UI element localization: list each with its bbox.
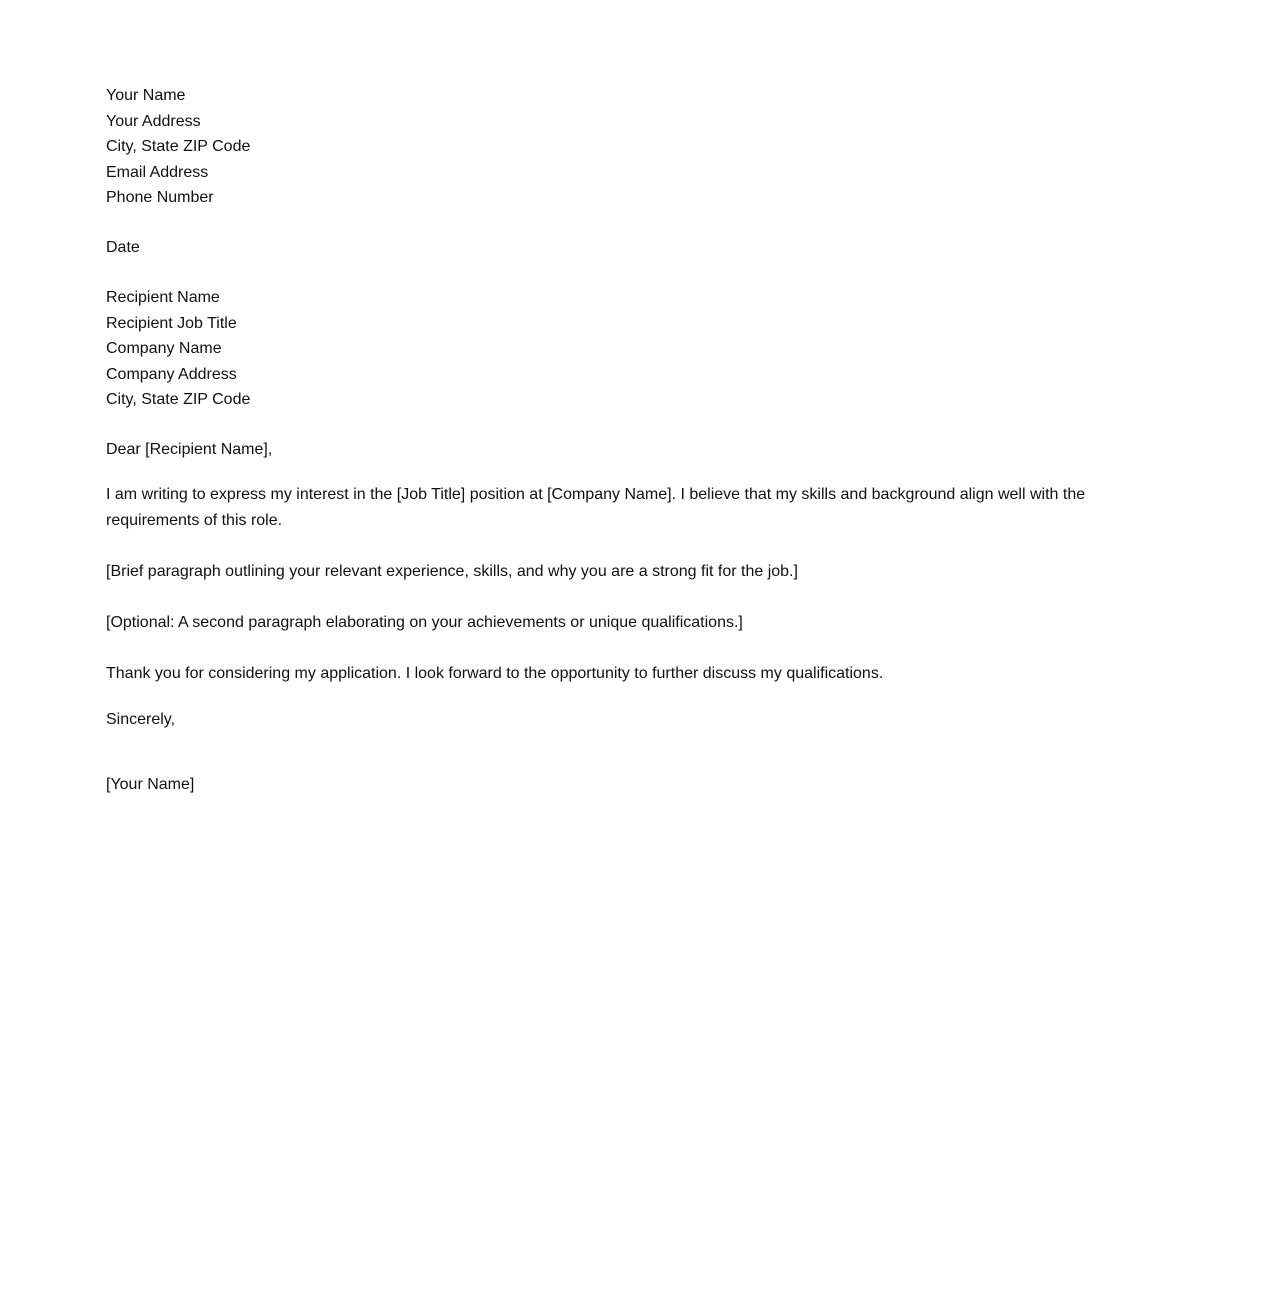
recipient-name: Recipient Name bbox=[106, 289, 220, 306]
company-city-state-zip: City, State ZIP Code bbox=[106, 391, 251, 408]
company-name: Company Name bbox=[106, 340, 222, 357]
sender-address: Your Address bbox=[106, 112, 201, 130]
recipient-job-title: Recipient Job Title bbox=[106, 314, 237, 332]
body-paragraph-optional: [Optional: A second paragraph elaborating on your achievements or unique qualifications.] bbox=[106, 614, 743, 631]
sender-address-block bbox=[106, 83, 250, 211]
company-address: Company Address bbox=[106, 365, 237, 383]
body-paragraph-intro: I am writing to express my interest in the [Job Title] position at [Company Name]. I believe that my skills and background align well with the requirements of this role. bbox=[106, 486, 1086, 529]
sender-phone: Phone Number bbox=[106, 189, 214, 206]
body-paragraph-thanks: Thank you for considering my application. I look forward to the opportunity to further discuss my qualifications. bbox=[106, 665, 884, 682]
recipient-address-block bbox=[106, 285, 250, 413]
signature-name: [Your Name] bbox=[106, 776, 195, 793]
salutation: Dear [Recipient Name], bbox=[106, 441, 273, 458]
sender-name: Your Name bbox=[106, 87, 186, 104]
closing: Sincerely, bbox=[106, 711, 176, 728]
letter-date: Date bbox=[106, 239, 140, 256]
body-paragraph-experience: [Brief paragraph outlining your relevant experience, skills, and why you are a strong fit for the job.] bbox=[106, 563, 798, 580]
sender-email: Email Address bbox=[106, 163, 209, 181]
sender-city-state-zip: City, State ZIP Code bbox=[106, 138, 251, 155]
